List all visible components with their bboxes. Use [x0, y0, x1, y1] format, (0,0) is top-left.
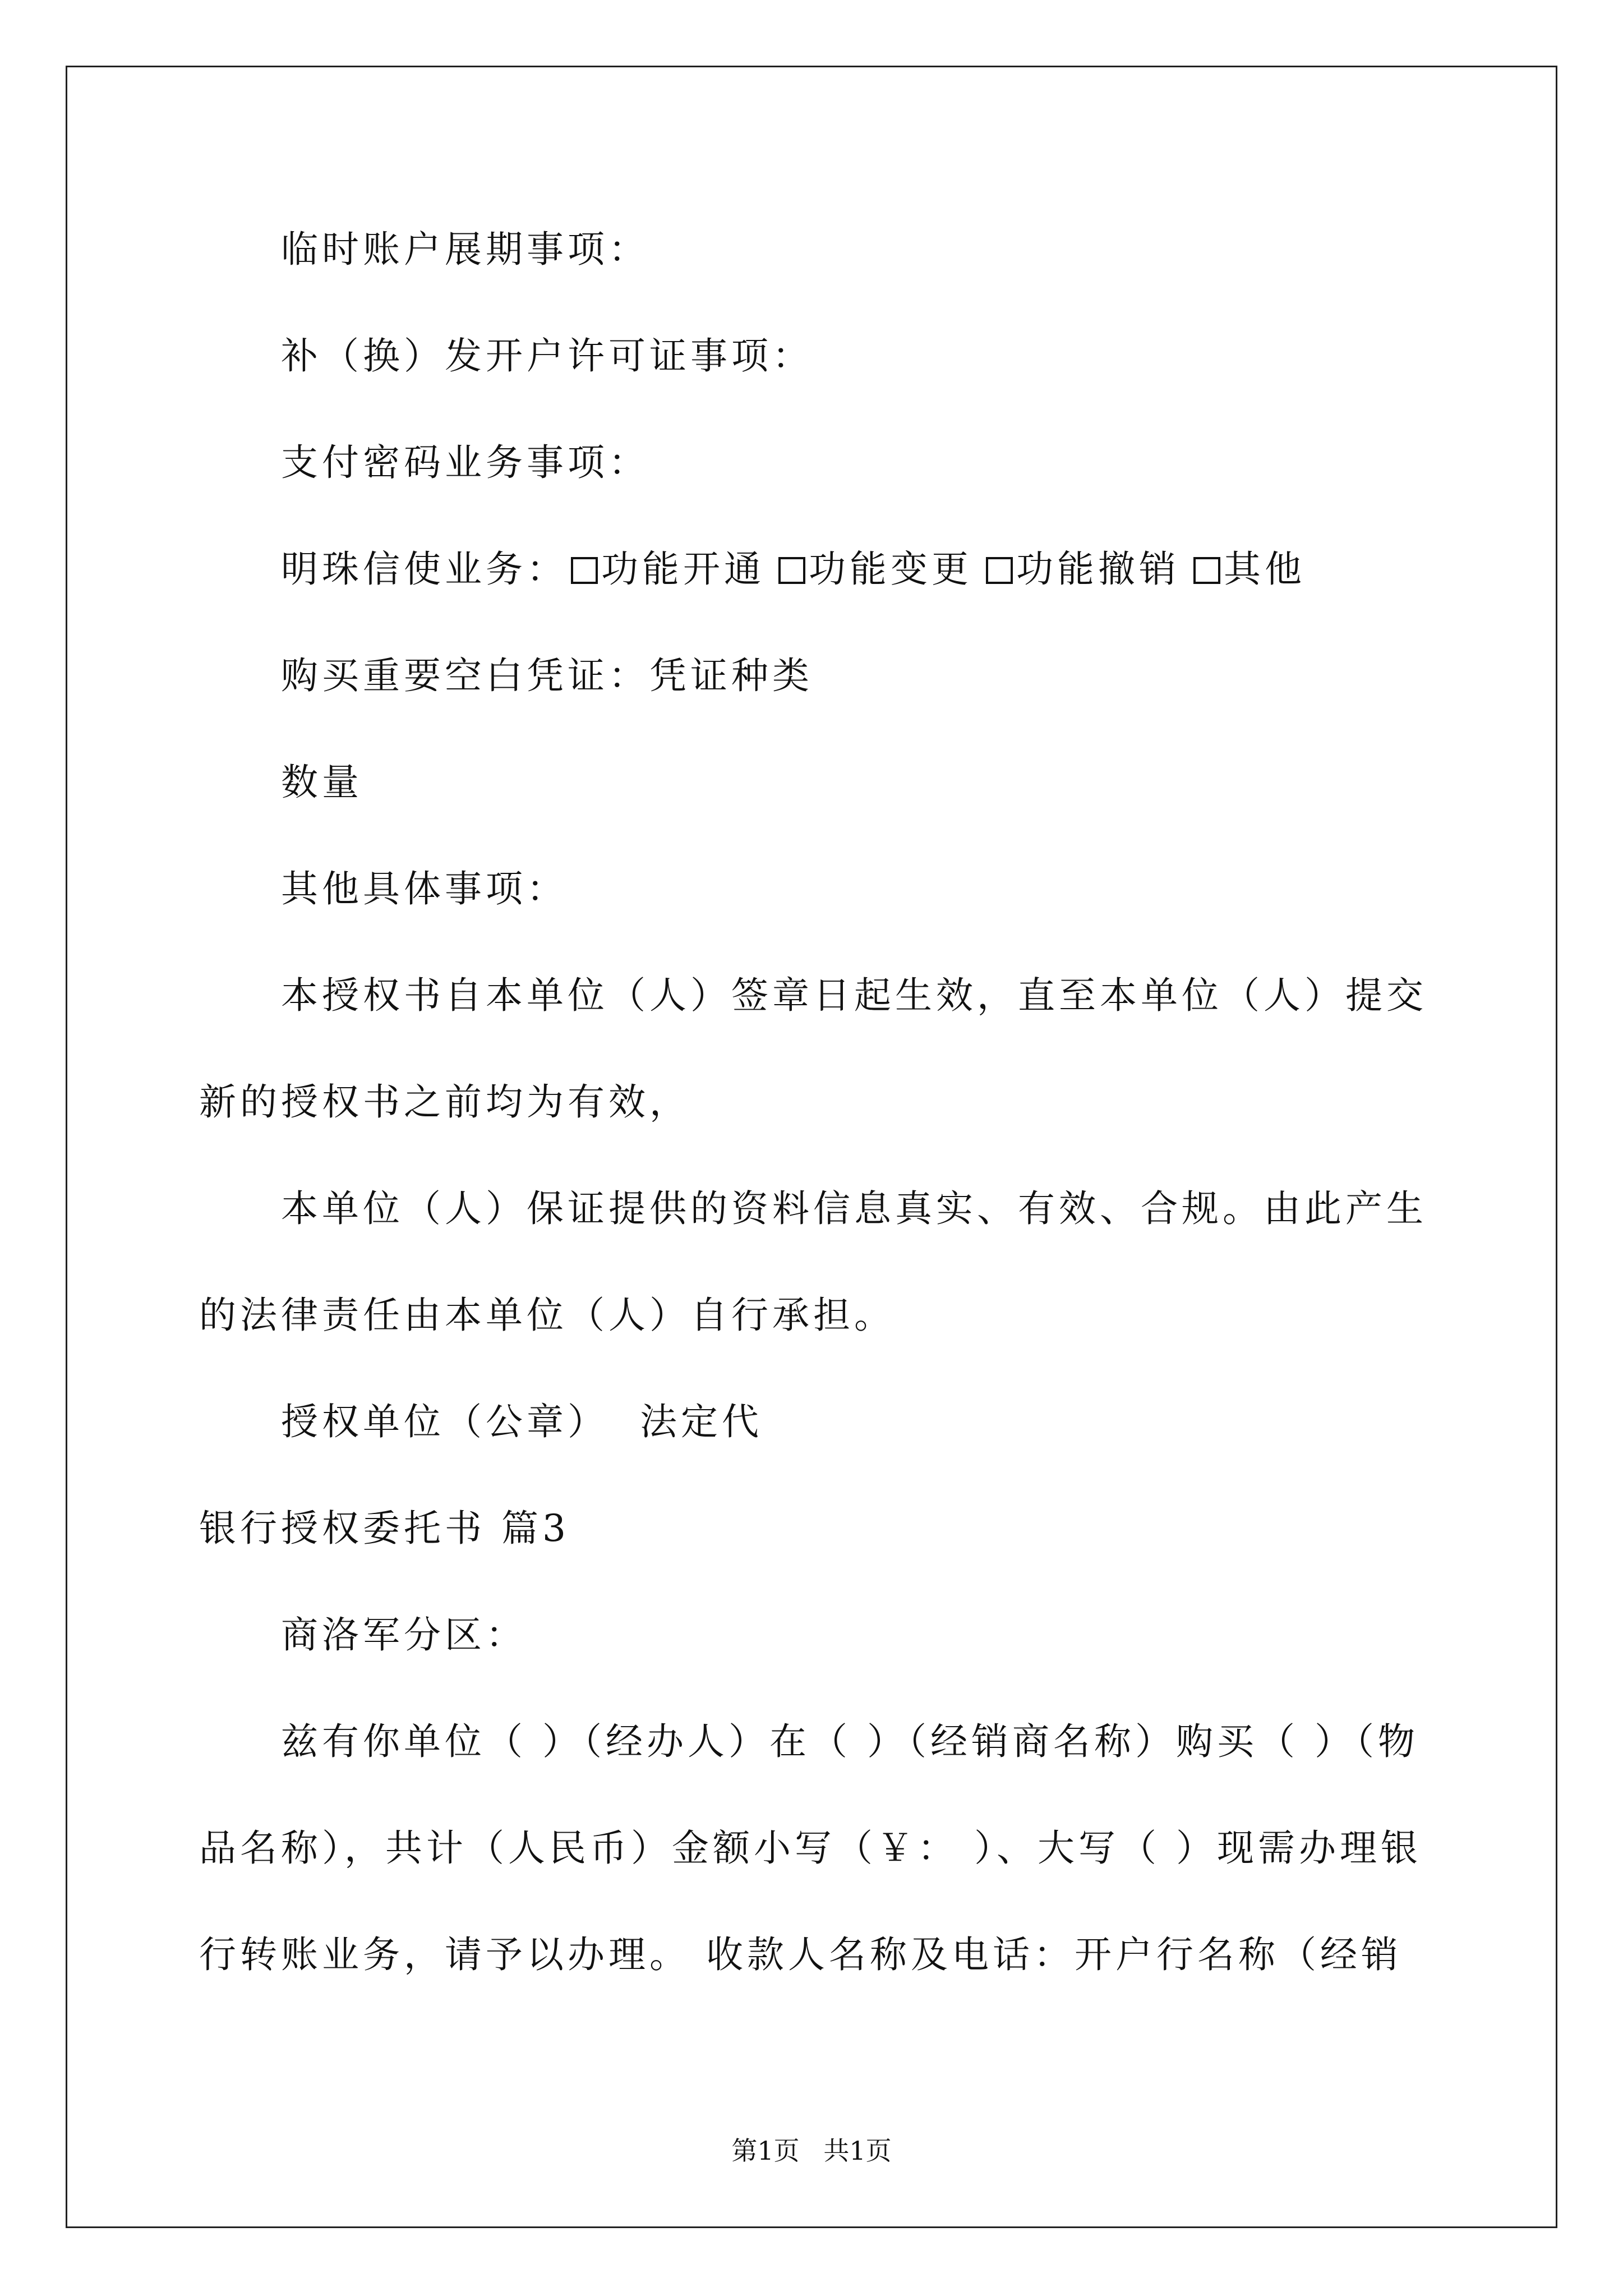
validity-paragraph: 本授权书自本单位（人）签章日起生效，直至本单位（人）提交新的授权书之前均为有效， [199, 974, 1427, 1124]
mingzhu-messenger-line [199, 516, 1427, 623]
guarantee-paragraph: 本单位（人）保证提供的资料信息真实、有效、合规。由此产生的法律责任由本单位（人）自行承担。 [199, 1187, 1427, 1337]
checkbox-icon[interactable] [1193, 557, 1220, 584]
payment-password-item: 支付密码业务事项： [281, 441, 649, 484]
other-items: 其他具体事项： [281, 867, 568, 910]
page-footer [0, 2131, 1623, 2168]
page-number-current: 第1页 [731, 2136, 800, 2166]
blank-voucher-item: 购买重要空白凭证：凭证种类 [281, 654, 813, 697]
checkbox-icon[interactable] [986, 557, 1013, 584]
checkbox-icon[interactable] [571, 557, 598, 584]
addressee: 商洛军分区： [281, 1613, 527, 1657]
option-change: 功能变更 [809, 547, 972, 591]
body-paragraph: 兹有你单位（ ）（经办人）在（ ）（经销商名称）购买（ ）（物品名称），共计（人民币）金额小写（￥： ）、大写（ ）现需办理银行转账业务，请予以办理。 收款人名称及电话：开户行名称（经销 [199, 1720, 1422, 1976]
document-body [199, 196, 1427, 2008]
section-title: 银行授权委托书 篇3 [199, 1507, 570, 1550]
checkbox-icon[interactable] [778, 557, 805, 584]
page-number-total: 共1页 [823, 2136, 892, 2166]
option-enable: 功能开通 [601, 547, 765, 591]
license-reissue-item: 补（换）发开户许可证事项： [281, 334, 813, 378]
signature-line: 授权单位（公章） 法定代 [281, 1400, 763, 1443]
option-other: 其他 [1224, 547, 1306, 591]
quantity-item: 数量 [281, 761, 363, 804]
option-cancel: 功能撤销 [1016, 547, 1180, 591]
temp-account-extension-item: 临时账户展期事项： [281, 228, 649, 271]
mingzhu-label: 明珠信使业务： [281, 547, 568, 591]
